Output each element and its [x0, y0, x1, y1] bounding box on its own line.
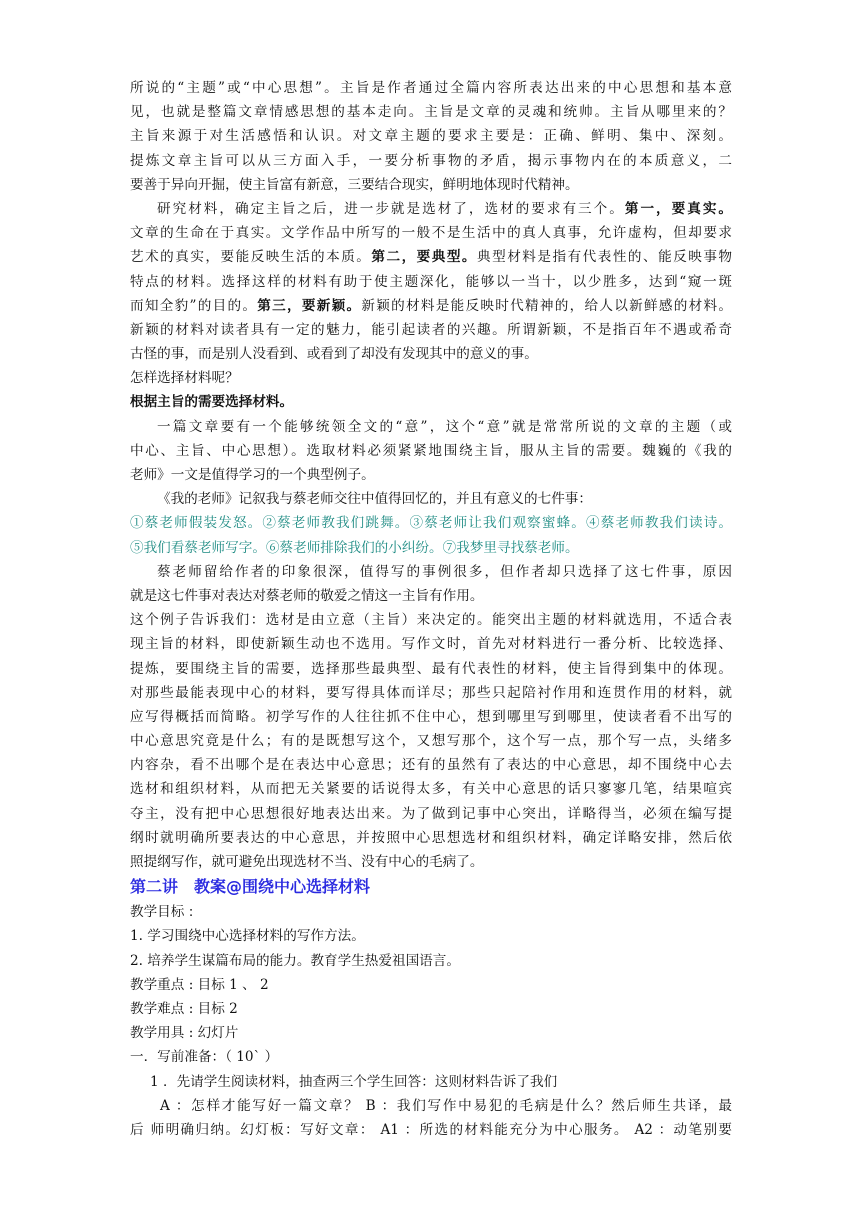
text-line: 蔡老师留给作者的印象很深，值得写的事例很多，但作者却只选择了这七件事，原因	[157, 563, 732, 580]
section-subheading: 根据主旨的需要选择材料。	[130, 394, 294, 411]
lesson-difficulty: 教学难点 : 目标 2	[130, 1000, 238, 1017]
text-line: 文章的生命在于真实。文学作品中所写的一般不是生活中的真人真事，允许虚构，但却要求	[130, 225, 732, 242]
text-line: 一篇文章要有一个能够统领全文的“意”，这个“意”就是常常所说的文章的主题（或	[157, 418, 732, 435]
text-span: 新颖的材料是能反映时代精神的，给人以新鲜感的材料。	[361, 297, 732, 314]
lesson-step: A ：怎样才能写好一篇文章？ B ：我们写作中易犯的毛病是什么？然后师生共译，最	[160, 1097, 732, 1114]
text-line: 现主旨的材料，即使新颖生动也不选用。写作文时，首先对材料进行一番分析、比较选择、	[130, 636, 732, 653]
text-line: 要善于异向开掘，使主旨富有新意，三要结合现实，鲜明地体现时代精神。	[130, 176, 579, 193]
text-line: 怎样选择材料呢？	[130, 370, 239, 387]
text-span: 艺术的真实，要能反映生活的本质。	[130, 249, 372, 266]
text-line: 对那些最能表现中心的材料，要写得具体而详尽；那些只起陪衬作用和连贯作用的材料，就	[130, 684, 732, 701]
lesson-prep: 一．写前准备：（ 10` ）	[130, 1049, 279, 1066]
event-list-line: ①蔡老师假装发怒。②蔡老师教我们跳舞。③蔡老师让我们观察蜜蜂。④蔡老师教我们读诗。	[130, 515, 732, 532]
text-line: 《我的老师》记叙我与蔡老师交往中值得回忆的，并且有意义的七件事：	[157, 491, 592, 508]
text-line: 见，也就是整篇文章情感思想的基本走向。主旨是文章的灵魂和统帅。主旨从哪里来的？	[130, 104, 732, 121]
text-line: 中心、主旨、中心思想）。选取材料必须紧紧地围绕主旨，服从主旨的需要。魏巍的《我的	[130, 442, 732, 459]
text-line: 就是这七件事对表达对蔡老师的敬爱之情这一主旨有作用。	[130, 587, 484, 604]
event-list-line: ⑤我们看蔡老师写字。⑥蔡老师排除我们的小纠纷。⑦我梦里寻找蔡老师。	[130, 539, 579, 556]
lecture-heading: 第二讲 教案@围绕中心选择材料	[130, 877, 371, 897]
lesson-goal-item: 1. 学习围绕中心选择材料的写作方法。	[130, 928, 365, 945]
text-line: 所说的“主题”或“中心思想”。主旨是作者通过全篇内容所表达出来的中心思想和基本意	[130, 80, 732, 96]
text-line: 照提纲写作，就可避免出现选材不当、没有中心的毛病了。	[130, 854, 484, 870]
text-line: 应写得概括而简略。初学写作的人往往抓不住中心，想到哪里写到哪里，使读者看不出写的	[130, 708, 732, 725]
lesson-tools: 教学用具 : 幻灯片	[130, 1025, 239, 1042]
lesson-step: 1 ．先请学生阅读材料，抽查两三个学生回答：这则材料告诉了我们	[150, 1073, 558, 1090]
lesson-goal-item: 2. 培养学生谋篇布局的能力。教育学生热爱祖国语言。	[130, 952, 460, 969]
lesson-key-point: 教学重点 : 目标 1 、 2	[130, 976, 269, 993]
text-line: 夺主，没有把中心思想很好地表达出来。为了做到记事中心突出，详略得当，必须在编写提	[130, 805, 732, 822]
text-line: 新颖的材料对读者具有一定的魅力，能引起读者的兴趣。所谓新颖，不是指百年不遇或希奇	[130, 321, 732, 338]
text-line: 提炼文章主旨可以从三方面入手，一要分析事物的矛盾，揭示事物内在的本质意义，二	[130, 152, 732, 169]
text-line	[130, 197, 732, 221]
text-line: 选材和组织材料，从而把无关紧要的话说得太多，有关中心意思的话只寥寥几笔，结果喧宾	[130, 781, 732, 798]
text-line	[130, 245, 732, 269]
lesson-step: 后 师明确归纳。幻灯板：写好文章： A1 ：所选的材料能充分为中心服务。 A2 ：动笔别要	[130, 1121, 732, 1138]
text-line: 古怪的事，而是别人没看到、或看到了却没有发现其中的意义的事。	[130, 346, 538, 363]
bold-phrase: 第二，要典型。	[371, 249, 478, 266]
text-line	[130, 294, 732, 318]
bold-phrase: 第三，要新颖。	[257, 297, 362, 314]
text-span: 研究材料，确定主旨之后，进一步就是选材了，选材的要求有三个。	[157, 200, 625, 217]
text-span: 典型材料是指有代表性的、能反映事物	[477, 249, 732, 266]
text-line: 这个例子告诉我们：选材是由立意（主旨）来决定的。能突出主题的材料就选用，不适合表	[130, 612, 732, 629]
text-span: 而知全豹”的目的。	[130, 297, 258, 314]
text-line: 提炼，要围绕主旨的需要，选择那些最典型、最有代表性的材料，使主旨得到集中的体现。	[130, 660, 732, 677]
text-line: 中心意思究竟是什么；有的是既想写这个，又想写那个，这个写一点，那个写一点，头绪多	[130, 733, 732, 750]
bold-phrase: 第一，要真实。	[624, 200, 732, 217]
text-line: 内容杂，看不出哪个是在表达中心意思；还有的虽然有了表达的中心意思，却不围绕中心去	[130, 757, 732, 774]
text-line: 主旨来源于对生活感悟和认识。对文章主题的要求主要是：正确、鲜明、集中、深刻。	[130, 128, 732, 145]
text-line: 老师》一文是值得学习的一个典型例子。	[130, 467, 375, 483]
lesson-goals-label: 教学目标 :	[130, 904, 194, 921]
document-page	[130, 76, 732, 1142]
text-line: 纲时就明确所要表达的中心意思，并按照中心思想选材和组织材料，确定详略安排，然后依	[130, 829, 732, 846]
text-line: 特点的材料。选择这样的材料有助于使主题深化，能够以一当十，以少胜多，达到“窥一斑	[130, 273, 732, 290]
